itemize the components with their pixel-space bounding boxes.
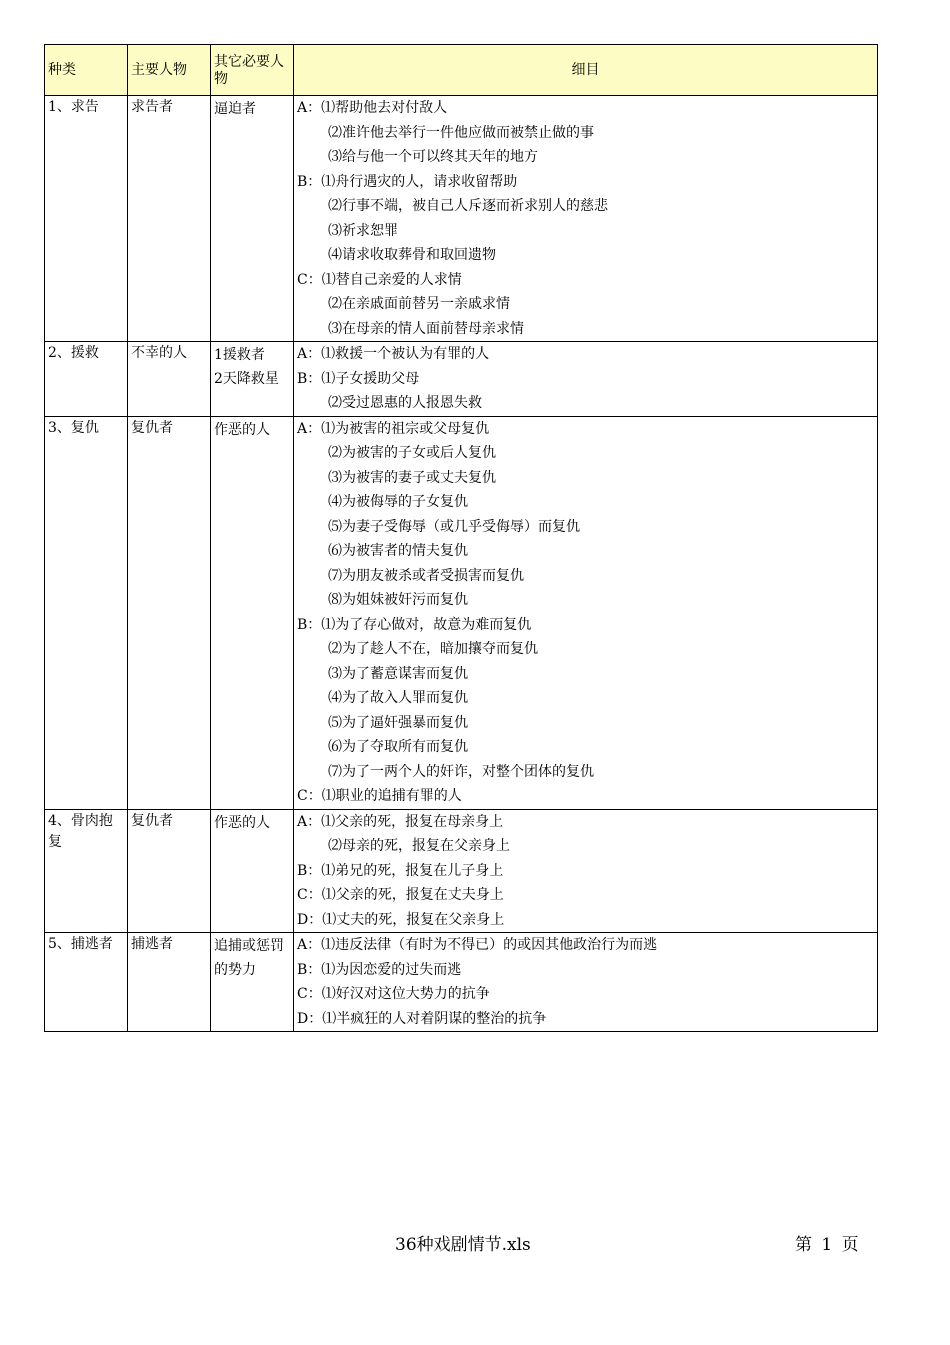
- detail-line: B：⑴子女援助父母: [297, 370, 420, 387]
- detail-line: ⑵受过恩惠的人报恩失救: [328, 395, 482, 411]
- detail-line: B：⑴为因恋爱的过失而逃: [297, 961, 462, 978]
- spreadsheet-table: [44, 44, 878, 1032]
- main-character-cell[interactable]: 不幸的人: [128, 342, 211, 417]
- other-characters-cell[interactable]: [211, 416, 294, 809]
- main-character-cell[interactable]: 捕逃者: [128, 933, 211, 1032]
- detail-line: D：⑴半疯狂的人对着阴谋的整治的抗争: [297, 1010, 547, 1027]
- table-row: [45, 933, 878, 1032]
- header-category[interactable]: 种类: [45, 45, 128, 96]
- detail-line: C：⑴好汉对这位大势力的抗争: [297, 986, 490, 1002]
- details-cell[interactable]: [294, 416, 878, 809]
- detail-line: ⑸为妻子受侮辱（或几乎受侮辱）而复仇: [328, 518, 580, 535]
- detail-line: ⑵准许他去举行一件他应做而被禁止做的事: [328, 124, 594, 141]
- other-characters-cell[interactable]: [211, 96, 294, 342]
- detail-line: ⑻为姐妹被奸污而复仇: [328, 592, 468, 608]
- details-cell[interactable]: [294, 96, 878, 342]
- detail-line: A：⑴违反法律（有时为不得已）的或因其他政治行为而逃: [297, 937, 658, 953]
- detail-line: ⑷请求收取葬骨和取回遗物: [328, 247, 496, 263]
- detail-line: A：⑴帮助他去对付敌人: [297, 100, 448, 116]
- footer-filename: 36种戏剧情节.xls: [395, 1235, 531, 1255]
- detail-line: B：⑴弟兄的死，报复在儿子身上: [297, 862, 504, 879]
- detail-line: B：⑴为了存心做对，故意为难而复仇: [297, 616, 532, 633]
- other-character: 逼迫者: [214, 101, 256, 117]
- table-row: [45, 809, 878, 933]
- detail-line: A：⑴救援一个被认为有罪的人: [297, 346, 490, 362]
- detail-line: ⑶为了蓄意谋害而复仇: [328, 665, 468, 682]
- other-character: 2天降救星: [214, 371, 279, 387]
- other-characters-cell[interactable]: [211, 933, 294, 1032]
- other-character: 1援救者: [214, 347, 265, 363]
- detail-line: ⑶给与他一个可以终其天年的地方: [328, 149, 538, 165]
- table-row: [45, 342, 878, 417]
- detail-line: ⑵母亲的死，报复在父亲身上: [328, 838, 510, 854]
- other-characters-cell[interactable]: [211, 342, 294, 417]
- header-main-character[interactable]: 主要人物: [128, 45, 211, 96]
- category-cell[interactable]: 4、骨肉抱复: [45, 809, 128, 933]
- detail-line: B：⑴舟行遇灾的人，请求收留帮助: [297, 173, 518, 190]
- header-row: [45, 45, 878, 96]
- detail-line: ⑷为被侮辱的子女复仇: [328, 494, 468, 510]
- category-cell[interactable]: 1、求告: [45, 96, 128, 342]
- category-cell[interactable]: 3、复仇: [45, 416, 128, 809]
- details-cell[interactable]: [294, 933, 878, 1032]
- category-cell[interactable]: 5、捕逃者: [45, 933, 128, 1032]
- main-character-cell[interactable]: 求告者: [128, 96, 211, 342]
- header-details[interactable]: 细目: [294, 45, 878, 96]
- detail-line: ⑷为了故入人罪而复仇: [328, 690, 468, 706]
- detail-line: ⑵为被害的子女或后人复仇: [328, 445, 496, 461]
- other-character: 作恶的人: [214, 814, 270, 831]
- detail-line: C：⑴职业的追捕有罪的人: [297, 788, 462, 804]
- other-character: 作恶的人: [214, 421, 270, 438]
- detail-line: ⑹为被害者的情夫复仇: [328, 543, 468, 559]
- other-character: 追捕或惩罚的势力: [214, 938, 284, 978]
- footer-page-number: 第 1 页: [795, 1235, 859, 1255]
- detail-line: ⑵为了趁人不在，暗加攘夺而复仇: [328, 641, 538, 657]
- detail-line: ⑵在亲戚面前替另一亲戚求情: [328, 296, 510, 312]
- table-row: [45, 96, 878, 342]
- detail-line: A：⑴父亲的死，报复在母亲身上: [297, 813, 504, 830]
- details-cell[interactable]: [294, 342, 878, 417]
- detail-line: ⑸为了逼奸强暴而复仇: [328, 714, 468, 731]
- detail-line: ⑶祈求恕罪: [328, 222, 398, 239]
- category-cell[interactable]: 2、援救: [45, 342, 128, 417]
- detail-line: ⑶在母亲的情人面前替母亲求情: [328, 320, 524, 337]
- main-character-cell[interactable]: 复仇者: [128, 809, 211, 933]
- details-cell[interactable]: [294, 809, 878, 933]
- header-other-characters[interactable]: 其它必要人物: [211, 45, 294, 96]
- detail-line: C：⑴父亲的死，报复在丈夫身上: [297, 887, 504, 903]
- detail-line: ⑶为被害的妻子或丈夫复仇: [328, 469, 496, 486]
- detail-line: C：⑴替自己亲爱的人求情: [297, 271, 462, 288]
- detail-line: A：⑴为被害的祖宗或父母复仇: [297, 420, 490, 437]
- detail-line: D：⑴丈夫的死，报复在父亲身上: [297, 911, 505, 928]
- main-character-cell[interactable]: 复仇者: [128, 416, 211, 809]
- other-characters-cell[interactable]: [211, 809, 294, 933]
- detail-line: ⑹为了夺取所有而复仇: [328, 739, 468, 755]
- detail-line: ⑺为了一两个人的奸诈，对整个团体的复仇: [328, 763, 594, 780]
- detail-line: ⑵行事不端，被自己人斥逐而祈求别人的慈悲: [328, 198, 608, 214]
- table-row: [45, 416, 878, 809]
- detail-line: ⑺为朋友被杀或者受损害而复仇: [328, 567, 524, 584]
